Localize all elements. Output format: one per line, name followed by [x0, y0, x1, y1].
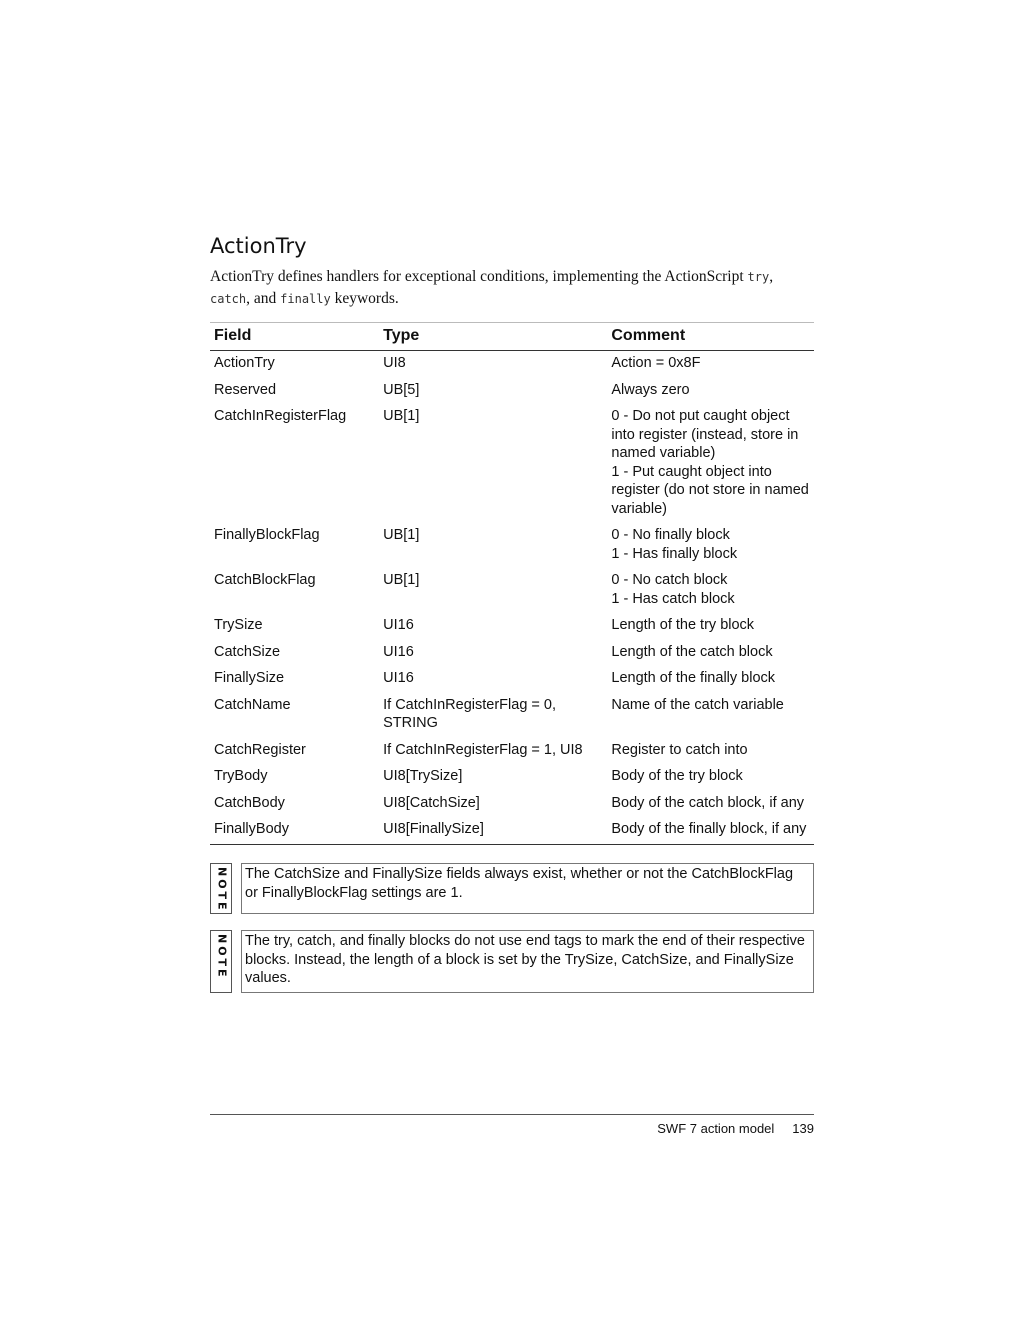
cell-field: TrySize	[214, 617, 263, 633]
cell-comment	[607, 693, 814, 738]
note-2	[210, 930, 814, 993]
cell-type: If CatchInRegisterFlag = 0, STRING	[383, 696, 556, 731]
cell-field: CatchBody	[214, 794, 285, 811]
cell-field: FinallyBlockFlag	[214, 527, 320, 543]
cell-field: TryBody	[214, 768, 268, 784]
cell-type: UI8[TrySize]	[383, 768, 463, 784]
cell-comment	[607, 378, 814, 405]
cell-comment	[607, 764, 814, 791]
table-row	[210, 693, 814, 738]
section-title: ActionTry	[210, 234, 307, 258]
comment-line: Body of the catch block, if any	[611, 794, 805, 811]
comment-line: 1 - Put caught object into register (do not store in named variable)	[611, 463, 809, 517]
table-row	[210, 404, 814, 523]
footer-divider	[210, 1114, 814, 1115]
cell-comment	[607, 613, 814, 640]
cell-type: UB[1]	[383, 527, 420, 543]
intro-paragraph	[210, 266, 814, 310]
header-comment: Comment	[611, 327, 686, 344]
cell-field: CatchRegister	[214, 741, 306, 758]
table-row	[210, 613, 814, 640]
table-body	[210, 351, 814, 845]
table-row	[210, 764, 814, 791]
header-field: Field	[214, 327, 252, 344]
note-tag: NOTE	[210, 930, 232, 993]
page-footer	[657, 1121, 814, 1136]
cell-type: UI8[FinallySize]	[383, 821, 484, 837]
header-type: Type	[383, 327, 420, 344]
cell-comment	[607, 791, 814, 818]
table-row	[210, 666, 814, 693]
table-row	[210, 791, 814, 818]
table-row	[210, 523, 814, 568]
cell-field: CatchSize	[214, 643, 281, 660]
cell-comment	[607, 738, 814, 765]
table-row	[210, 378, 814, 405]
intro-text: ,	[769, 268, 774, 285]
table-row	[210, 568, 814, 613]
table-row	[210, 351, 814, 378]
cell-comment	[607, 640, 814, 667]
comment-line: 0 - No finally block	[611, 527, 730, 543]
table-row	[210, 817, 814, 844]
note-1	[210, 863, 814, 914]
cell-type: If CatchInRegisterFlag = 1, UI8	[383, 741, 583, 758]
cell-type: UI16	[383, 617, 414, 633]
comment-line: Register to catch into	[611, 741, 748, 758]
intro-text: ActionTry defines handlers for exceptional conditions, implementing the ActionScript	[210, 268, 748, 285]
cell-field: ActionTry	[214, 355, 275, 371]
cell-type: UB[1]	[383, 408, 420, 424]
cell-field: CatchBlockFlag	[214, 572, 316, 588]
intro-text: keywords.	[330, 290, 399, 307]
cell-type: UI8[CatchSize]	[383, 794, 480, 811]
comment-line: Name of the catch variable	[611, 696, 784, 713]
cell-type: UI16	[383, 643, 414, 660]
cell-comment	[607, 568, 814, 613]
table-header-row	[210, 323, 814, 351]
comment-line: Body of the finally block, if any	[611, 821, 807, 837]
comment-line: Length of the finally block	[611, 670, 776, 686]
cell-type: UI8	[383, 355, 406, 371]
page-number: 139	[792, 1121, 814, 1136]
comment-line: Action = 0x8F	[611, 355, 701, 371]
cell-comment	[607, 404, 814, 523]
cell-type: UB[5]	[383, 381, 420, 398]
cell-field: FinallySize	[214, 670, 285, 686]
comment-line: Length of the catch block	[611, 643, 773, 660]
note-text: The try, catch, and finally blocks do not use end tags to mark the end of their respective blocks. Instead, the length of a block is set by the TrySize, CatchSize, and FinallySize values.	[241, 930, 814, 993]
comment-line: Length of the try block	[611, 617, 755, 633]
comment-line: 0 - Do not put caught object into register (instead, store in named variable)	[611, 408, 799, 461]
cell-comment	[607, 523, 814, 568]
code-catch: catch	[210, 292, 247, 306]
cell-type: UI16	[383, 670, 414, 686]
code-finally: finally	[280, 292, 331, 306]
table-row	[210, 640, 814, 667]
comment-line: 0 - No catch block	[611, 572, 728, 588]
footer-section: SWF 7 action model	[657, 1121, 775, 1136]
cell-field: FinallyBody	[214, 821, 289, 837]
note-tag: NOTE	[210, 863, 232, 914]
cell-type: UB[1]	[383, 572, 420, 588]
note-text: The CatchSize and FinallySize fields always exist, whether or not the CatchBlockFlag or FinallyBlockFlag settings are 1.	[241, 863, 814, 914]
cell-comment	[607, 666, 814, 693]
comment-line: Body of the try block	[611, 768, 743, 784]
comment-line: 1 - Has finally block	[611, 545, 738, 562]
cell-field: CatchInRegisterFlag	[214, 408, 347, 424]
cell-field: CatchName	[214, 696, 291, 713]
cell-comment	[607, 351, 814, 378]
comment-line: 1 - Has catch block	[611, 590, 735, 607]
cell-comment	[607, 817, 814, 844]
comment-line: Always zero	[611, 381, 690, 398]
field-table	[210, 322, 814, 845]
cell-field: Reserved	[214, 381, 277, 398]
intro-text: , and	[246, 290, 281, 307]
code-try: try	[747, 270, 770, 284]
table-row	[210, 738, 814, 765]
